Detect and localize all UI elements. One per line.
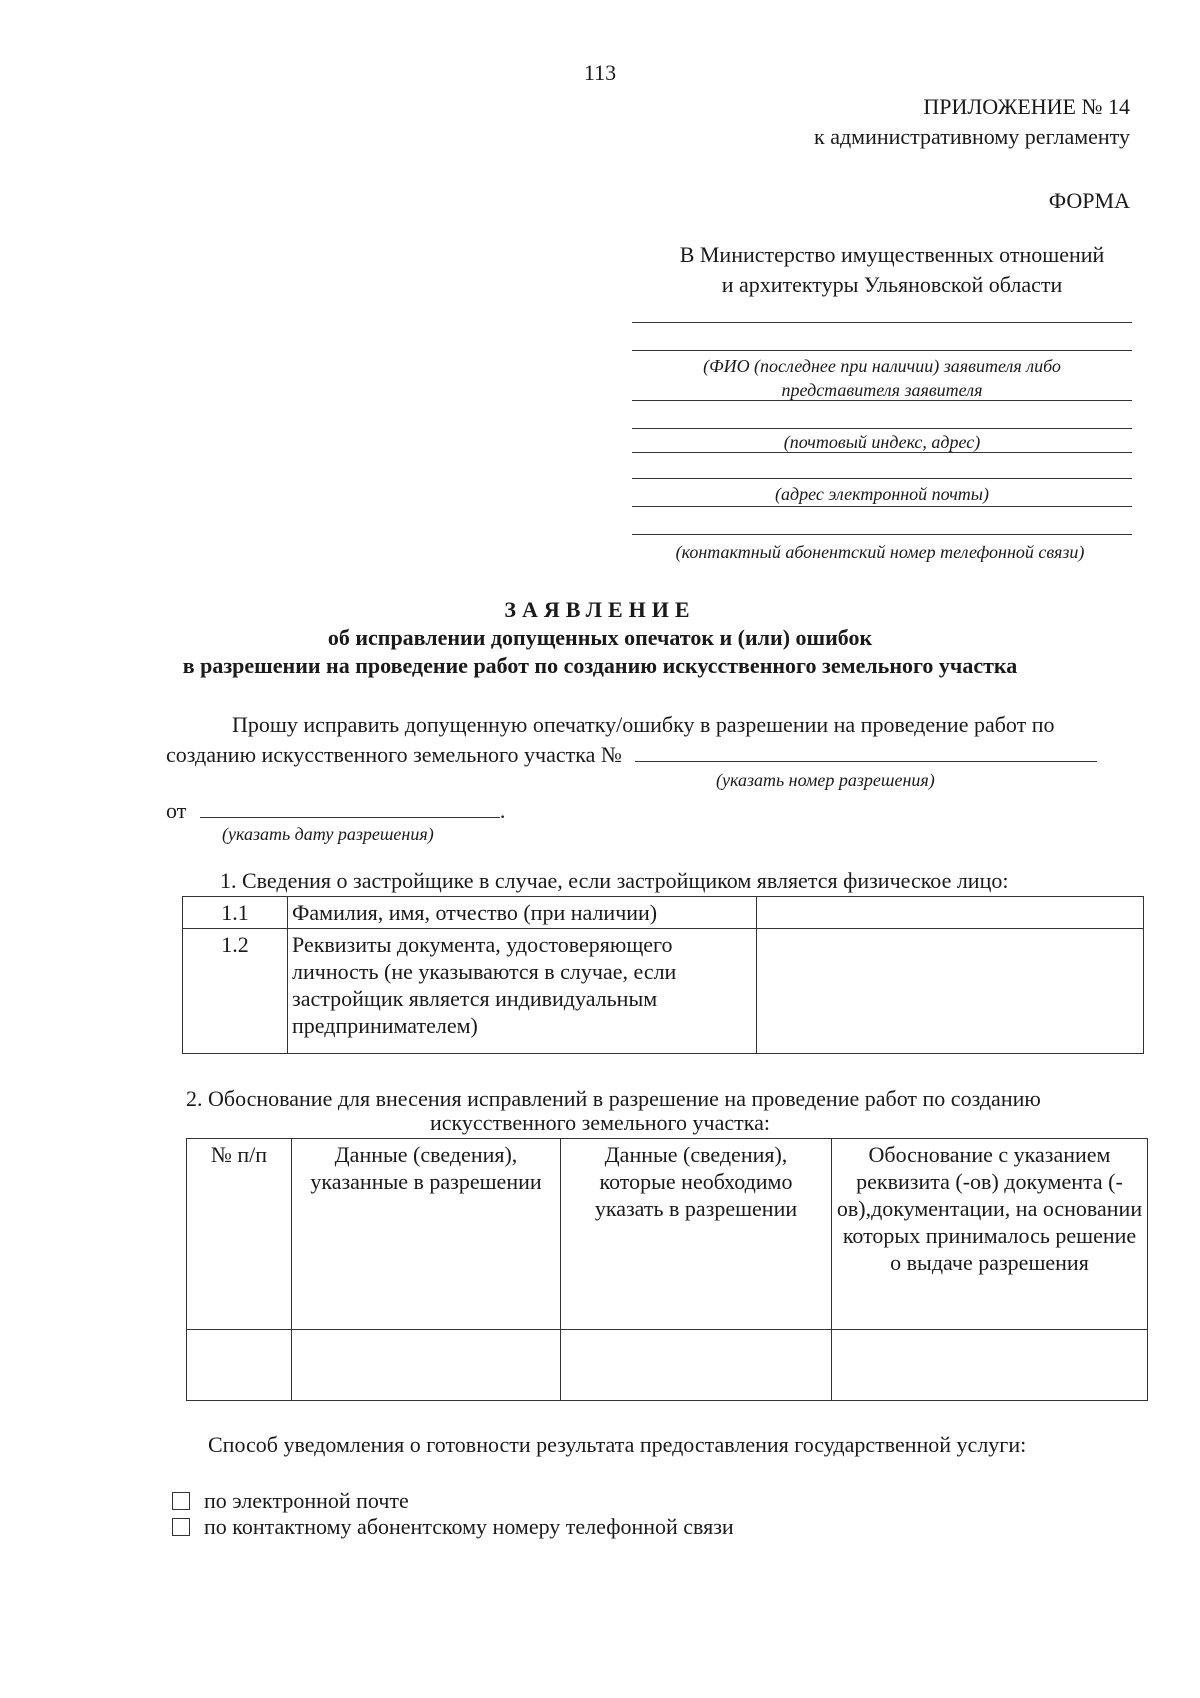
row-number: 1.2 [183,929,288,1054]
appendix-subtitle: к административному регламенту [814,124,1130,149]
request-line-1: Прошу исправить допущенную опечатку/ошибку в разрешении на проведение работ по [232,712,1055,737]
identity-doc-value-cell[interactable] [757,929,1144,1054]
fio-caption [632,354,1132,402]
row-label: Реквизиты документа, удостоверяющего личность (не указываются в случае, если застройщик является индивидуальным предпринимателем) [288,929,757,1054]
notification-title: Способ уведомления о готовности результата предоставления государственной услуги: [208,1432,1027,1457]
fio-caption-line-2: представителя заявителя [781,380,983,400]
notification-option-phone[interactable] [172,1512,734,1542]
phone-option-label: по контактному абонентскому номеру телефонной связи [204,1514,734,1539]
table-header-row [187,1139,1148,1330]
cell-required-data[interactable] [561,1330,832,1401]
table-row [183,897,1144,929]
email-line-1[interactable] [632,452,1132,453]
header-required-data: Данные (сведения), которые необходимо указать в разрешении [561,1139,832,1330]
phone-checkbox[interactable] [172,1518,190,1536]
section2-title-line-2: искусственного земельного участка: [430,1110,770,1135]
fio-caption-line-1: (ФИО (последнее при наличии) заявителя либо [703,356,1061,376]
fio-line-1[interactable] [632,322,1132,323]
header-justification: Обоснование с указанием реквизита (-ов) документа (-ов),документации, на основании которых принималось решение о выдаче разрешения [832,1139,1148,1330]
recipient-line-2: и архитектуры Ульяновской области [721,272,1063,297]
address-line-2[interactable] [632,428,1132,429]
phone-line-1[interactable] [632,506,1132,507]
permit-date-field[interactable] [200,797,500,818]
cell-row-number[interactable] [187,1330,292,1401]
title-main: ЗАЯВЛЕНИЕ [504,597,696,622]
fio-value-cell[interactable] [757,897,1144,929]
date-prefix: от [166,798,187,823]
header-row-number: № п/п [187,1139,292,1330]
page-number: 113 [583,60,617,85]
row-label: Фамилия, имя, отчество (при наличии) [288,897,757,929]
email-option-label: по электронной почте [204,1488,409,1513]
table-row [187,1330,1148,1401]
appendix-title: ПРИЛОЖЕНИЕ № 14 [923,94,1130,119]
form-label: ФОРМА [1048,188,1130,213]
request-line-2-text: созданию искусственного земельного участка № [166,742,622,767]
date-suffix: . [499,798,506,823]
request-line-2 [166,740,1097,770]
phone-caption: (контактный абонентский номер телефонной связи) [675,542,1085,562]
header-current-data: Данные (сведения), указанные в разрешении [292,1139,561,1330]
title-line-3: в разрешении на проведение работ по созданию искусственного земельного участка [182,653,1018,678]
recipient-block [632,240,1152,300]
section1-title: 1. Сведения о застройщике в случае, если застройщиком является физическое лицо: [220,868,1009,893]
permit-date-caption: (указать дату разрешения) [222,824,434,844]
email-line-2[interactable] [632,478,1132,479]
document-title [0,596,1200,680]
phone-line-2[interactable] [632,534,1132,535]
cell-justification[interactable] [832,1330,1148,1401]
section2-title-line-1: 2. Обоснование для внесения исправлений в разрешение на проведение работ по созданию [186,1086,1041,1111]
section2-table [186,1138,1148,1401]
email-caption: (адрес электронной почты) [775,484,989,504]
table-row [183,929,1144,1054]
address-caption: (почтовый индекс, адрес) [783,432,981,452]
title-line-2: об исправлении допущенных опечаток и (или) ошибок [327,625,873,650]
permit-number-field[interactable] [635,741,1097,762]
section1-table [182,896,1144,1054]
permit-number-caption: (указать номер разрешения) [716,770,935,790]
cell-current-data[interactable] [292,1330,561,1401]
row-number: 1.1 [183,897,288,929]
permit-date-row [166,796,505,826]
appendix-header [814,92,1130,152]
email-checkbox[interactable] [172,1492,190,1510]
address-line-1[interactable] [632,400,1132,401]
fio-line-2[interactable] [632,350,1132,351]
recipient-line-1: В Министерство имущественных отношений [679,242,1105,267]
